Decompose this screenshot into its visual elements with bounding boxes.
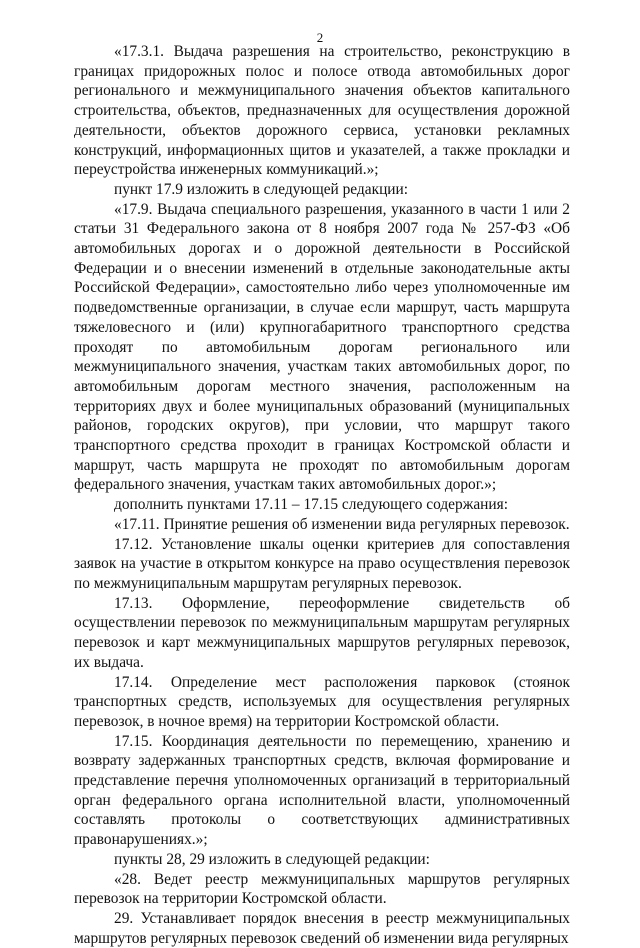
paragraph-17-13: 17.13. Оформление, переоформление свидетельств об осуществлении перевозок по межмуниципальным маршрутам регулярных перевозок и карт межмуниципальных маршрутов регулярных перевозок, их выдача. [74,594,570,671]
paragraph-17-9: «17.9. Выдача специального разрешения, указанного в части 1 или 2 статьи 31 Федерального закона от 8 ноября 2007 года № 257-ФЗ «Об автомобильных дорогах и о дорожной деятельности в Российской Федерации и о внесении изменений в отдельные законодательные акты Российской Федерации», самостоятельно либо через уполномоченные им подведомственные организации, в случае если маршрут, часть маршрута тяжеловесного и (или) крупногабаритного транспортного средства проходят по автомобильным дорогам регионального или межмуниципального значения, участкам таких автомобильных дорог, по автомобильным дорогам местного значения, расположенным на территориях двух и более муниципальных образований (муниципальных районов, городских округов), при условии, что маршрут такого транспортного средства проходит в границах Костромской области и маршрут, часть маршрута не проходят по автомобильным дорогам федерального значения, участкам таких автомобильных дорог.»; [74,200,570,494]
paragraph-17-14: 17.14. Определение мест расположения парковок (стоянок транспортных средств, используемых для осуществления регулярных перевозок, в ночное время) на территории Костромской области. [74,673,570,730]
paragraph-17-11: «17.11. Принятие решения об изменении вида регулярных перевозок. [114,515,570,533]
document-body [74,42,570,948]
instruction-17-9: пункт 17.9 изложить в следующей редакции: [114,180,409,198]
page-number: 2 [316,30,324,45]
paragraph-29: 29. Устанавливает порядок внесения в реестр межмуниципальных маршрутов регулярных перевозок сведений об изменении вида регулярных [74,909,570,947]
paragraph-17-15: 17.15. Координация деятельности по перемещению, хранению и возврату задержанных транспортных средств, включая формирование и представление перечня уполномоченных организаций в территориальный орган федерального органа исполнительной власти, уполномоченный составлять протоколы о соответствующих административных правонарушениях.»; [74,732,570,849]
instruction-28-29: пункты 28, 29 изложить в следующей редакции: [114,850,430,868]
instruction-17-11-17-15: дополнить пунктами 17.11 – 17.15 следующего содержания: [114,496,508,514]
paragraph-17-12: 17.12. Установление шкалы оценки критериев для сопоставления заявок на участие в открытом конкурсе на право осуществления перевозок по межмуниципальным маршрутам регулярных перевозок. [74,535,570,592]
paragraph-17-3-1: «17.3.1. Выдача разрешения на строительство, реконструкцию в границах придорожных полос и полосе отвода автомобильных дорог регионального и межмуниципального значения объектов капитального строительства, объектов, предназначенных для осуществления дорожной деятельности, объектов дорожного сервиса, установки рекламных конструкций, информационных щитов и указателей, а также прокладки и переустройства инженерных коммуникаций.»; [74,43,570,179]
paragraph-28: «28. Ведет реестр межмуниципальных маршрутов регулярных перевозок на территории Костромской области. [74,870,570,908]
